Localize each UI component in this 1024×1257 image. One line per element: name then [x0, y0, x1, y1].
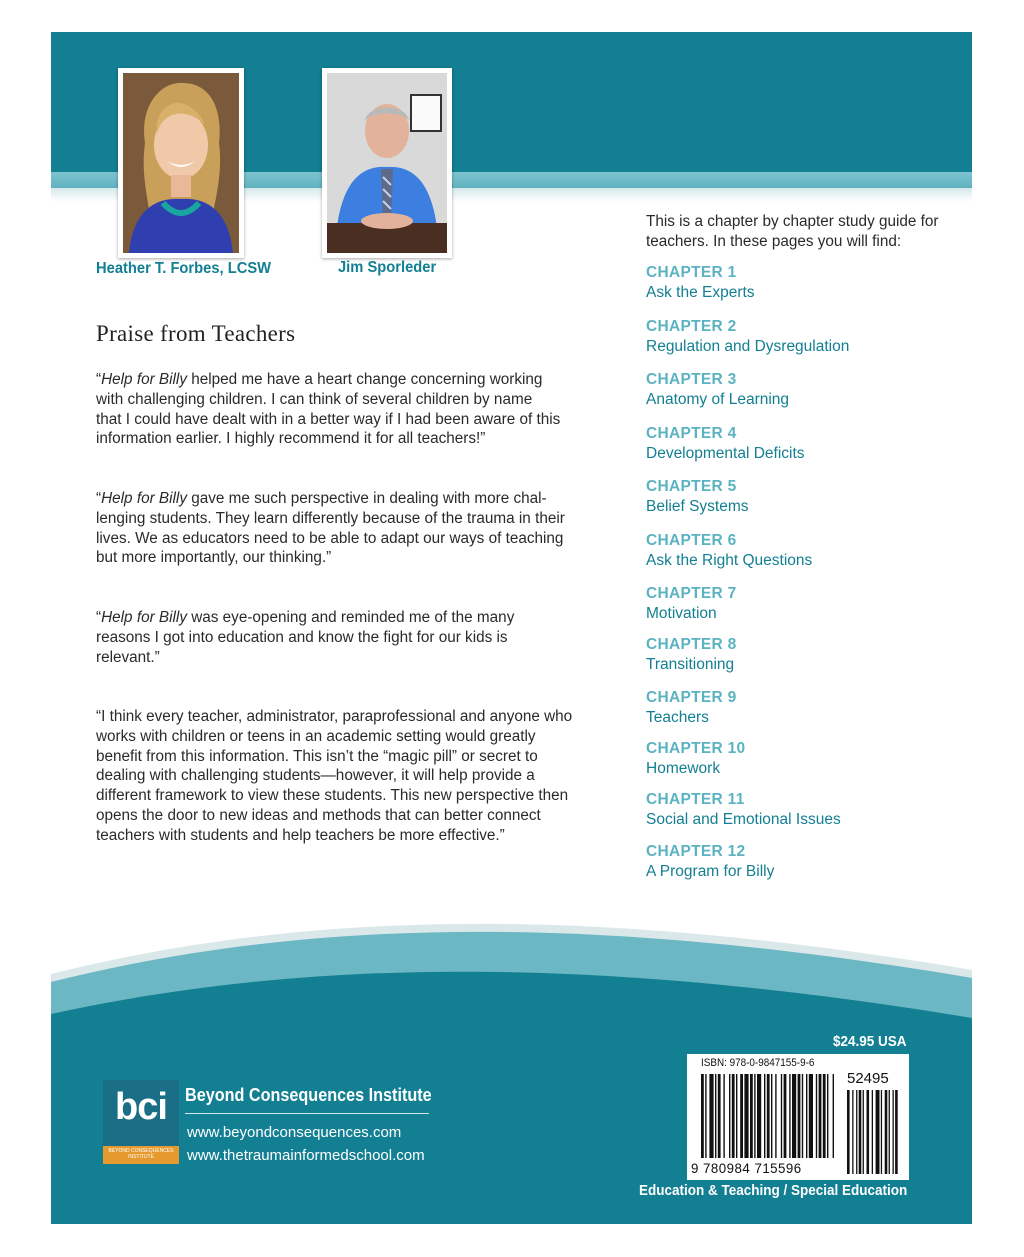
author-name-jim: Jim Sporleder [338, 259, 437, 276]
barcode-bar [705, 1074, 706, 1158]
publisher-url-2[interactable]: www.thetraumainformedschool.com [187, 1147, 425, 1164]
barcode-bar [819, 1074, 822, 1158]
barcode-bar [775, 1074, 776, 1158]
quote-3: “Help for Billy was eye-opening and reminded me of the many reasons I got into education and know the fight for our kids is relevant.” [96, 609, 515, 666]
publisher-url-1[interactable]: www.beyondconsequences.com [187, 1124, 402, 1141]
barcode-bar [740, 1074, 743, 1158]
barcode-bar [701, 1074, 704, 1158]
isbn-text: ISBN: 978-0-9847155-9-6 [701, 1057, 815, 1069]
quote-1: “Help for Billy helped me have a heart change concerning working with challenging children. I can think of several children by name that I could have dealt with in a better way if I had been aware of this information earlier. I highly recommend it for all teachers!” [96, 371, 561, 448]
barcode-bar [709, 1074, 713, 1158]
addon-bar [852, 1090, 853, 1174]
barcode-bar [823, 1074, 826, 1158]
publisher-divider [185, 1113, 429, 1114]
publisher-name: Beyond Consequences Institute [185, 1085, 432, 1105]
barcode-bar [736, 1074, 737, 1158]
chapter-3: CHAPTER 3 Anatomy of Learning [646, 371, 790, 408]
chapter-12: CHAPTER 12 A Program for Billy [646, 843, 775, 880]
addon-bar [895, 1090, 898, 1174]
barcode-bar [798, 1074, 801, 1158]
barcode-bar [764, 1074, 765, 1158]
bci-logo: bci BEYOND CONSEQUENCES INSTITUTE [103, 1080, 179, 1164]
barcode-bar [771, 1074, 772, 1158]
book-title: Help for Billy [101, 609, 187, 626]
barcode-bar [729, 1074, 730, 1158]
author-name-heather: Heather T. Forbes, LCSW [96, 260, 272, 277]
barcode-bar [802, 1074, 803, 1158]
chapter-9: CHAPTER 9 Teachers [646, 689, 737, 726]
barcode-bar [792, 1074, 796, 1158]
addon-bar [893, 1090, 894, 1174]
addon-bar [876, 1090, 880, 1174]
barcode-bar [715, 1074, 716, 1158]
book-title: Help for Billy [101, 490, 187, 507]
author-photo-jim [322, 68, 452, 258]
woman-portrait-icon [123, 73, 239, 253]
addon-bar [847, 1090, 850, 1174]
barcode-bar [833, 1074, 834, 1158]
chapter-1: CHAPTER 1 Ask the Experts [646, 264, 755, 301]
barcode-bar [816, 1074, 817, 1158]
addon-bar [863, 1090, 864, 1174]
chapter-11: CHAPTER 11 Social and Emotional Issues [646, 791, 841, 828]
barcode-bar [718, 1074, 721, 1158]
barcode-bar [732, 1074, 735, 1158]
book-category: Education & Teaching / Special Education [639, 1182, 908, 1199]
chapter-10: CHAPTER 10 Homework [646, 740, 746, 777]
barcode-digits: 9 780984 715596 [691, 1160, 802, 1176]
addon-bar [889, 1090, 890, 1174]
book-title: Help for Billy [101, 371, 187, 388]
addon-bar [856, 1090, 857, 1174]
book-back-cover [51, 32, 972, 1224]
chapter-6: CHAPTER 6 Ask the Right Questions [646, 532, 813, 569]
barcode-addon: 52495 [847, 1070, 889, 1087]
isbn-barcode [687, 1054, 909, 1180]
chapter-2: CHAPTER 2 Regulation and Dysregulation [646, 318, 850, 355]
addon-bar [885, 1090, 888, 1174]
quote-4: “I think every teacher, administrator, paraprofessional and anyone who works with children or teens in an academic setting would greatly benefit from this information. This isn’t the “magic pill” or secret to dealing with challenging students—however, it will help provide a different framework to view these students. This new perspective then opens the door to new ideas and methods that can better connect teachers with students and help teachers be more effective.” [96, 708, 573, 844]
chapter-4: CHAPTER 4 Developmental Deficits [646, 425, 805, 462]
barcode-bar [789, 1074, 790, 1158]
barcode-bar [809, 1074, 813, 1158]
barcode-bar [744, 1074, 748, 1158]
addon-bar [867, 1090, 870, 1174]
guide-intro: This is a chapter by chapter study guide for teachers. In these pages you will find: [646, 213, 939, 250]
barcode-bar [723, 1074, 724, 1158]
price-label: $24.95 USA [833, 1033, 907, 1050]
barcode-bar [827, 1074, 828, 1158]
barcode-bar [767, 1074, 770, 1158]
chapter-7: CHAPTER 7 Motivation [646, 585, 737, 622]
addon-bar [881, 1090, 882, 1174]
barcode-bar [750, 1074, 753, 1158]
barcode-bar [784, 1074, 787, 1158]
chapter-5: CHAPTER 5 Belief Systems [646, 478, 749, 515]
barcode-bar [754, 1074, 755, 1158]
barcode-bar [806, 1074, 807, 1158]
praise-title: Praise from Teachers [96, 321, 296, 346]
addon-bar [859, 1090, 862, 1174]
chapter-8: CHAPTER 8 Transitioning [646, 636, 737, 673]
author-photo-heather [118, 68, 244, 258]
barcode-bar [781, 1074, 782, 1158]
addon-bar [872, 1090, 873, 1174]
quote-2: “Help for Billy gave me such perspective in dealing with more chal- lenging students. They learn differently because of the trauma in their lives. We as educators need to be able to adapt our ways of teaching but more importantly, our thinking.” [96, 490, 565, 567]
barcode-bar [757, 1074, 761, 1158]
man-portrait-icon [327, 73, 447, 253]
